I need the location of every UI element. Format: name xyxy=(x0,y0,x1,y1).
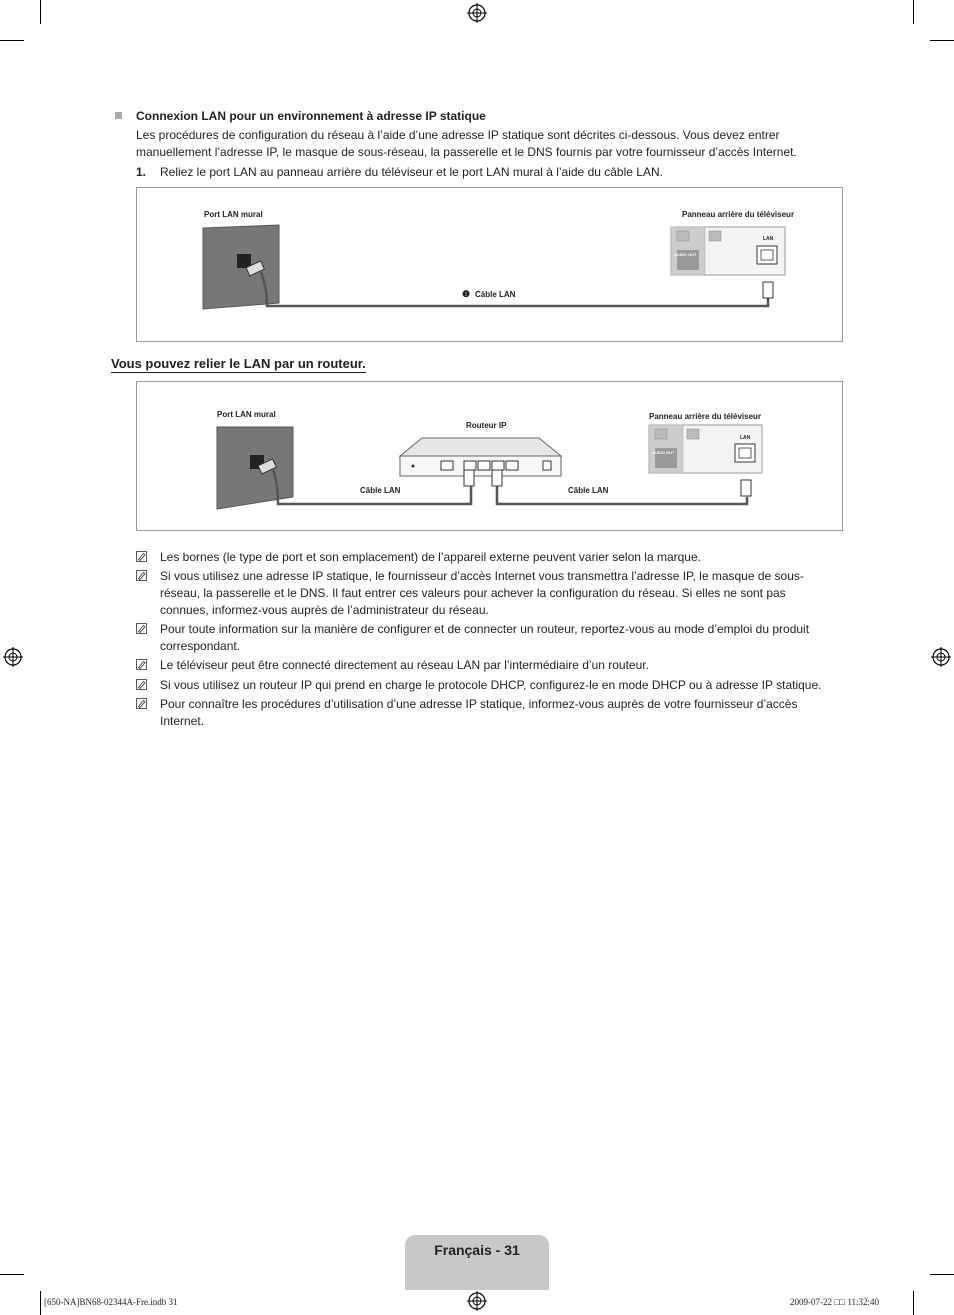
tv-panel-label: Panneau arrière du téléviseur xyxy=(682,210,795,219)
crop-mark xyxy=(0,1274,24,1275)
tv-audio-label: AUDIO OUT xyxy=(674,252,697,257)
note-icon xyxy=(136,679,147,690)
cable-right-label: Câble LAN xyxy=(568,486,609,495)
step-text: Reliez le port LAN au panneau arrière du téléviseur et le port LAN mural à l’aide du câble LAN. xyxy=(160,165,663,179)
cable-left-label: Câble LAN xyxy=(360,486,401,495)
router-plug-left xyxy=(464,470,474,486)
tv-plug xyxy=(741,480,751,496)
lan-cable-right-line xyxy=(497,486,747,504)
note-icon xyxy=(136,698,147,709)
step-number: 1. xyxy=(136,165,147,179)
crop-mark xyxy=(40,1291,41,1315)
cable-label: Câble LAN xyxy=(475,290,516,299)
crop-mark xyxy=(913,1291,914,1315)
file-info: [650-NA]BN68-02344A-Fre.indb 31 xyxy=(44,1297,178,1307)
router-port xyxy=(464,461,476,470)
note-item xyxy=(136,677,836,694)
note-text: Si vous utilisez une adresse IP statique, le fournisseur d’accès Internet vous transmettra l’adresse IP, le masque de sous-réseau, la passerelle et le DNS. Il faut entrer ces valeurs pour achever la configuration du réseau. Si elles ne sont pas connues, informez-vous auprès de l’administrateur du réseau. xyxy=(160,569,804,617)
note-icon xyxy=(136,623,147,634)
step-1 xyxy=(136,164,663,181)
diagram-router-connection xyxy=(136,381,843,531)
note-text: Pour toute information sur la manière de configurer et de connecter un routeur, reportez-vous au mode d’emploi du produit correspondant. xyxy=(160,622,810,653)
tv-lan-port xyxy=(757,246,777,264)
note-item xyxy=(136,549,836,566)
note-text: Les bornes (le type de port et son emplacement) de l’appareil externe peuvent varier selon la marque. xyxy=(160,550,701,564)
tv-lan-port-label: LAN xyxy=(740,435,751,441)
note-item xyxy=(136,696,836,730)
registration-mark-icon xyxy=(931,647,951,667)
router-label: Routeur IP xyxy=(466,421,507,430)
lan-cable-line xyxy=(261,272,768,306)
note-icon xyxy=(136,551,147,562)
tv-lan-port xyxy=(735,444,755,462)
note-text: Pour connaître les procédures d’utilisation d’une adresse IP statique, informez-vous auprès de votre fournisseur d’accès Internet. xyxy=(160,697,798,728)
wall-port-label: Port LAN mural xyxy=(217,410,276,419)
print-timestamp: 2009-07-22 □□ 11:32:40 xyxy=(790,1297,880,1307)
crop-mark xyxy=(40,0,41,24)
registration-mark-icon xyxy=(467,3,487,23)
crop-mark xyxy=(930,1274,954,1275)
crop-mark xyxy=(930,40,954,41)
registration-mark-icon xyxy=(467,1291,487,1311)
note-icon xyxy=(136,570,147,581)
section-title: Connexion LAN pour un environnement à adresse IP statique xyxy=(136,109,486,123)
router-top xyxy=(400,438,561,456)
note-item xyxy=(136,657,836,674)
page-number: Français - 31 xyxy=(434,1242,520,1258)
tv-lan-port-label: LAN xyxy=(763,236,774,242)
registration-mark-icon xyxy=(3,647,23,667)
tv-plug xyxy=(763,282,773,298)
diagram-router-drawing xyxy=(137,382,842,530)
router-port xyxy=(492,461,504,470)
tv-panel-label: Panneau arrière du téléviseur xyxy=(649,412,762,421)
cable-marker-icon: ❶ xyxy=(462,289,471,299)
note-text: Si vous utilisez un routeur IP qui prend en charge le protocole DHCP, configurez-le en mode DHCP ou à adresse IP statique. xyxy=(160,678,822,692)
note-text: Le téléviseur peut être connecté directement au réseau LAN par l’intermédiaire d’un routeur. xyxy=(160,658,649,672)
section-bullet-icon xyxy=(115,112,122,119)
router-plug-right xyxy=(492,470,502,486)
note-item xyxy=(136,568,836,619)
section-description: Les procédures de configuration du réseau à l’aide d’une adresse IP statique sont décrites ci-dessous. Vous devez entrer manuellement l’adresse IP, le masque de sous-réseau, la passerelle et le DNS fournis par votre fournisseur d’accès Internet. xyxy=(136,128,797,159)
router-subheading: Vous pouvez relier le LAN par un routeur. xyxy=(111,356,366,371)
note-icon xyxy=(136,659,147,670)
crop-mark xyxy=(0,40,24,41)
diagram-direct-connection xyxy=(136,187,843,342)
crop-mark xyxy=(913,0,914,24)
note-item xyxy=(136,621,836,655)
wall-port-label: Port LAN mural xyxy=(204,210,263,219)
tv-audio-label: AUDIO OUT xyxy=(652,450,675,455)
